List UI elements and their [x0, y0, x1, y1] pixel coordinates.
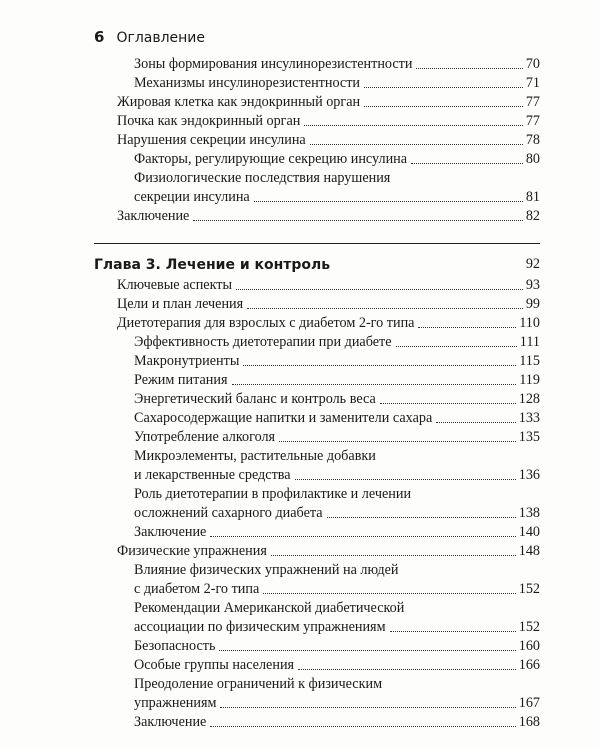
toc-entry[interactable] — [117, 207, 540, 226]
toc-entry-page: 71 — [525, 75, 540, 91]
toc-entry[interactable] — [134, 485, 540, 523]
toc-entry-page: 128 — [518, 391, 540, 407]
toc-entry-text: Факторы, регулирующие секрецию инсулина — [134, 151, 408, 167]
toc-entry-page: 70 — [525, 56, 540, 72]
toc-entry-page: 166 — [518, 657, 540, 673]
toc-entry-page: 115 — [519, 353, 540, 369]
toc-entry-text: Эффективность диетотерапии при диабете — [134, 334, 392, 350]
toc-entry-text: Почка как эндокринный орган — [117, 113, 301, 129]
chapter-heading[interactable] — [94, 253, 540, 273]
toc-entry[interactable] — [134, 150, 540, 169]
toc-entry-page: 152 — [518, 581, 540, 597]
dot-leader — [236, 289, 523, 290]
dot-leader — [380, 403, 516, 404]
toc-entry[interactable] — [117, 314, 540, 333]
toc-entry-page: 80 — [525, 151, 540, 167]
toc-entry-text-line1: Роль диетотерапии в профилактике и лечении — [134, 486, 412, 502]
dot-leader — [304, 125, 522, 126]
toc-entry[interactable] — [134, 74, 540, 93]
toc-entry-page: 77 — [525, 113, 540, 129]
dot-leader — [364, 106, 523, 107]
toc-entry-page: 140 — [518, 524, 540, 540]
toc-entry[interactable] — [134, 713, 540, 732]
dot-leader — [279, 441, 516, 442]
dot-leader — [411, 163, 523, 164]
toc-entry-text: Диетотерапия для взрослых с диабетом 2-го типа — [117, 315, 415, 331]
toc-entry-page: 77 — [525, 94, 540, 110]
toc-entry[interactable] — [134, 523, 540, 542]
toc-entry-page: 119 — [519, 372, 540, 388]
dot-leader — [295, 479, 516, 480]
toc-entry-text: ассоциации по физическим упражнениям — [134, 619, 386, 635]
chapter-divider — [94, 243, 540, 244]
toc-entry[interactable] — [117, 295, 540, 314]
dot-leader — [271, 555, 516, 556]
toc-entry-text: Заключение — [117, 208, 190, 224]
page-header — [94, 28, 205, 48]
dot-leader — [298, 669, 516, 670]
toc-entry-text-line1: Физиологические последствия нарушения — [134, 170, 391, 186]
toc-entry-page: 82 — [525, 208, 540, 224]
toc-entry[interactable] — [117, 542, 540, 561]
toc-entry-text: Механизмы инсулинорезистентности — [134, 75, 360, 91]
toc-entry[interactable] — [134, 637, 540, 656]
toc-entry-text: Особые группы населения — [134, 657, 295, 673]
toc-entry-page: 168 — [518, 714, 540, 730]
toc-entry-text: Сахаросодержащие напитки и заменители сахара — [134, 410, 433, 426]
toc-entry-page: 138 — [518, 505, 540, 521]
toc-entry[interactable] — [117, 131, 540, 150]
toc-entry-page: 99 — [525, 296, 540, 312]
toc-entry-text: секреции инсулина — [134, 189, 250, 205]
dot-leader — [247, 308, 523, 309]
toc-entry[interactable] — [117, 112, 540, 131]
toc-entry-text: Зоны формирования инсулинорезистентности — [134, 56, 413, 72]
toc-entry-text: упражнениям — [134, 695, 217, 711]
toc-entry[interactable] — [134, 390, 540, 409]
toc-entry-text: Цели и план лечения — [117, 296, 244, 312]
chapter-title: Глава 3. Лечение и контроль — [94, 257, 331, 273]
dot-leader — [219, 650, 515, 651]
toc-entry-page: 136 — [518, 467, 540, 483]
dot-leader — [390, 631, 516, 632]
toc-entry-text: с диабетом 2-го типа — [134, 581, 260, 597]
dot-leader — [418, 327, 516, 328]
dot-leader — [263, 593, 515, 594]
toc-entry-page: 148 — [518, 543, 540, 559]
dot-leader — [210, 726, 515, 727]
toc-entry[interactable] — [117, 93, 540, 112]
toc-entry-text-line1: Микроэлементы, растительные добавки — [134, 448, 376, 464]
toc-entry-text: Употребление алкоголя — [134, 429, 276, 445]
toc-entry-text: Жировая клетка как эндокринный орган — [117, 94, 361, 110]
toc-entry[interactable] — [134, 333, 540, 352]
chapter-page: 92 — [525, 256, 540, 272]
toc-entry[interactable] — [134, 447, 540, 485]
dot-leader — [254, 201, 523, 202]
toc-entry[interactable] — [134, 169, 540, 207]
toc-entry-text-line1: Преодоление ограничений к физическим — [134, 676, 383, 692]
toc-entry-page: 78 — [525, 132, 540, 148]
toc-entry-text: Энергетический баланс и контроль веса — [134, 391, 376, 407]
dot-leader — [220, 707, 515, 708]
toc-entry-text: Безопасность — [134, 638, 216, 654]
toc-entry-text: Макронутриенты — [134, 353, 240, 369]
toc-entry-text: Нарушения секреции инсулина — [117, 132, 306, 148]
toc-entry-page: 110 — [519, 315, 540, 331]
toc-entry[interactable] — [134, 371, 540, 390]
toc-entry-text: Физические упражнения — [117, 543, 267, 559]
toc-entry[interactable] — [134, 675, 540, 713]
toc-entry-text: и лекарственные средства — [134, 467, 291, 483]
dot-leader — [436, 422, 515, 423]
toc-entry-text: Заключение — [134, 524, 207, 540]
dot-leader — [310, 144, 523, 145]
toc-entry[interactable] — [134, 352, 540, 371]
toc-entry-text-line1: Влияние физических упражнений на людей — [134, 562, 399, 578]
dot-leader — [364, 87, 523, 88]
running-title: Оглавление — [116, 30, 206, 46]
toc-entry[interactable] — [117, 276, 540, 295]
toc-entry-page: 81 — [525, 189, 540, 205]
dot-leader — [210, 536, 515, 537]
toc-entry-page: 93 — [525, 277, 540, 293]
toc-entry-text: Ключевые аспекты — [117, 277, 233, 293]
dot-leader — [396, 346, 517, 347]
toc-entry[interactable] — [134, 561, 540, 599]
toc-entry-text: Режим питания — [134, 372, 228, 388]
dot-leader — [243, 365, 516, 366]
toc-entry[interactable] — [134, 656, 540, 675]
toc-entry-page: 160 — [518, 638, 540, 654]
toc-entry-page: 152 — [518, 619, 540, 635]
dot-leader — [327, 517, 516, 518]
toc-entry[interactable] — [134, 409, 540, 428]
toc-entry-text: осложнений сахарного диабета — [134, 505, 323, 521]
toc-entry-page: 135 — [518, 429, 540, 445]
toc-entry-page: 133 — [518, 410, 540, 426]
toc-entry[interactable] — [134, 599, 540, 637]
toc-entry-text-line1: Рекомендации Американской диабетической — [134, 600, 405, 616]
toc-entry[interactable] — [134, 428, 540, 447]
toc-entry-page: 167 — [518, 695, 540, 711]
toc-entry-page: 111 — [519, 334, 540, 350]
toc-entry-text: Заключение — [134, 714, 207, 730]
dot-leader — [232, 384, 517, 385]
dot-leader — [193, 220, 522, 221]
page-number: 6 — [94, 28, 105, 46]
dot-leader — [416, 68, 522, 69]
toc-entry[interactable] — [134, 55, 540, 74]
